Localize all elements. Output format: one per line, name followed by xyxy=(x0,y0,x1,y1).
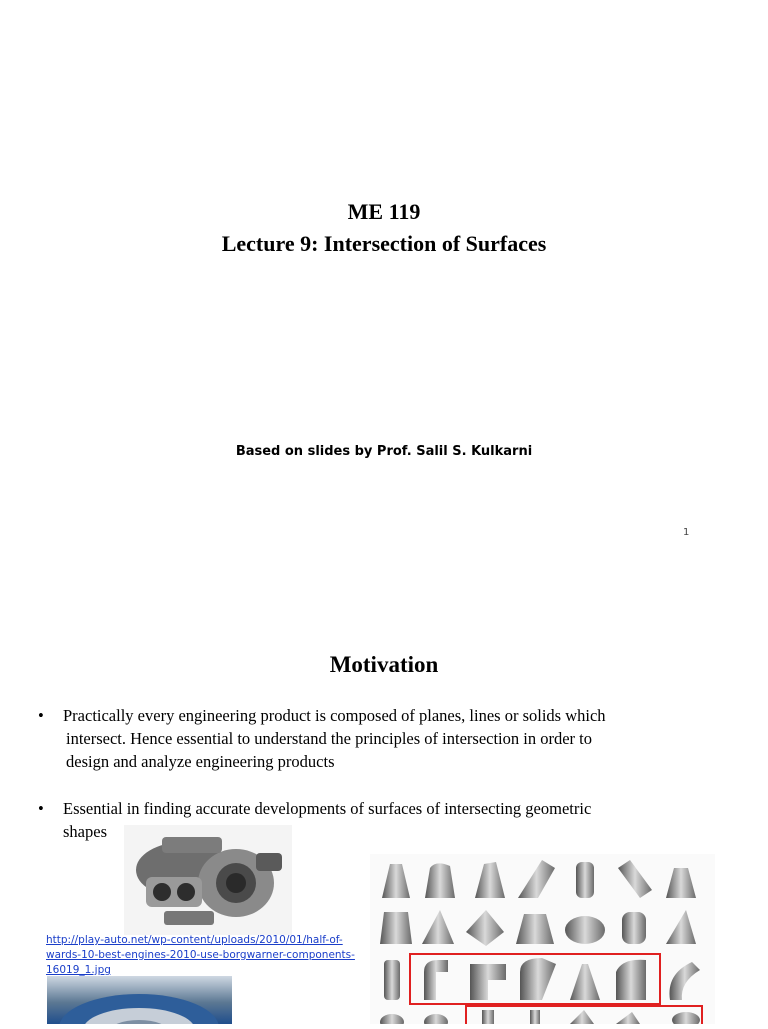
lecture-title: Lecture 9: Intersection of Surfaces xyxy=(221,231,547,256)
bullet-dot: • xyxy=(38,706,44,725)
turbocharger-image xyxy=(124,825,292,935)
source-link[interactable]: http://play-auto.net/wp-content/uploads/2010/01/half-of-wards-10-best-engines-2010-use-borgwarner-components-16019_1.jpg xyxy=(46,934,355,976)
motivation-slide xyxy=(0,600,768,1024)
course-code: ME 119 xyxy=(347,199,421,224)
bullet-item: • Practically every engineering product is composed of planes, lines or solids which intersect. Hence essential to understand the principles of intersection in order to design and analyze engineering products xyxy=(38,706,606,771)
intersecting-shapes-image xyxy=(370,854,715,1024)
page-number: 1 xyxy=(683,527,690,538)
engine-part-image xyxy=(47,976,232,1024)
credit-line: Based on slides by Prof. Salil S. Kulkarni xyxy=(235,444,533,459)
slide-heading: Motivation xyxy=(329,652,439,677)
bullet-dot: • xyxy=(38,799,44,818)
bullet-item: • Essential in finding accurate developments of surfaces of intersecting geometric shapes xyxy=(38,799,592,841)
